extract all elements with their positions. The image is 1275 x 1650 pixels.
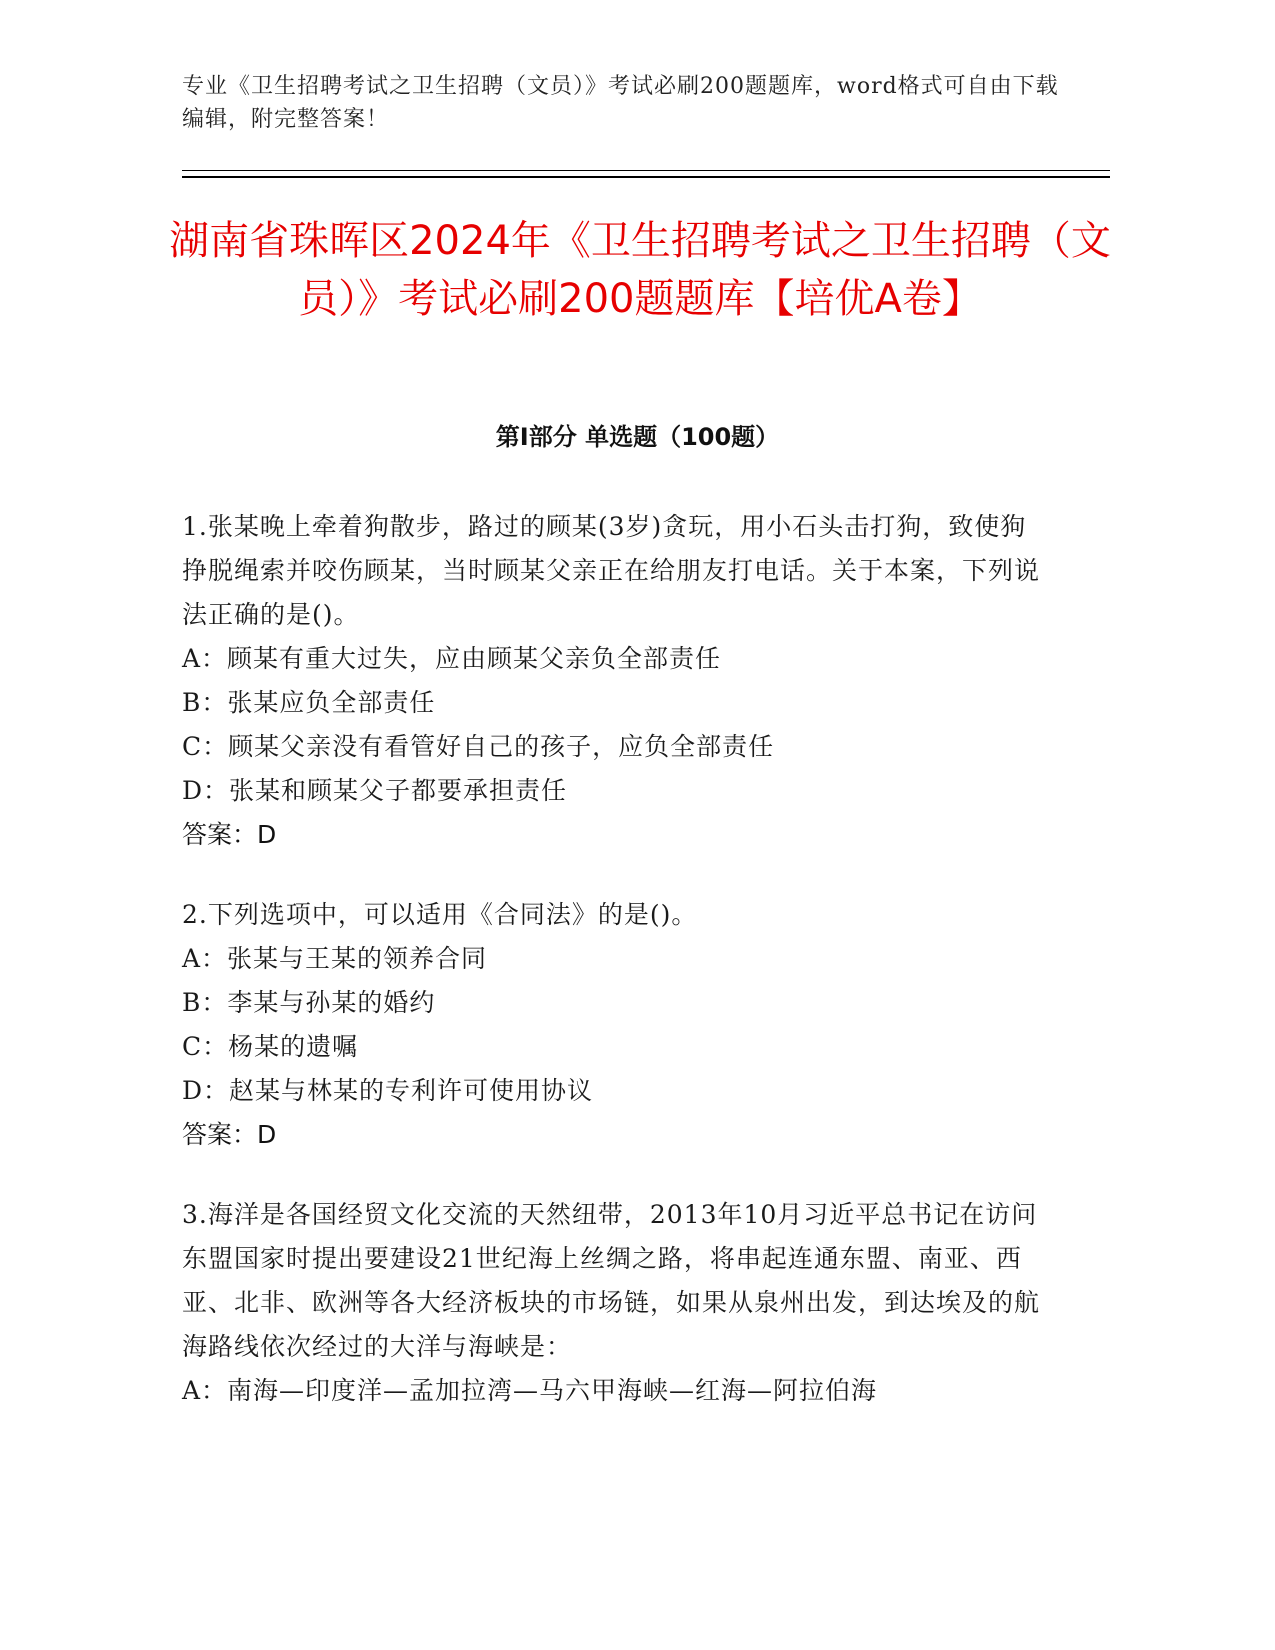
question-item	[182, 505, 1042, 857]
option-a: A：张某与王某的领养合同	[182, 944, 488, 973]
answer-line: 答案：D	[182, 820, 277, 849]
question-stem: 2.下列选项中，可以适用《合同法》的是()。	[182, 900, 698, 929]
question-item	[182, 893, 1042, 1157]
question-stem: 3.海洋是各国经贸文化交流的天然纽带，2013年10月习近平总书记在访问东盟国家时提出要建设21世纪海上丝绸之路，将串起连通东盟、南亚、西亚、北非、欧洲等各大经济板块的市场链，如果从泉州出发，到达埃及的航海路线依次经过的大洋与海峡是：	[182, 1200, 1041, 1361]
header-note: 专业《卫生招聘考试之卫生招聘（文员）》考试必刷200题题库，word格式可自由下载编辑，附完整答案！	[182, 74, 1059, 132]
question-list	[182, 505, 1042, 1449]
option-c: C：杨某的遗嘱	[182, 1032, 359, 1061]
option-d: D：张某和顾某父子都要承担责任	[182, 776, 568, 805]
option-a: A：顾某有重大过失，应由顾某父亲负全部责任	[182, 644, 722, 673]
option-b: B：张某应负全部责任	[182, 688, 436, 717]
header-rule-thick	[182, 176, 1110, 178]
question-stem: 1.张某晚上牵着狗散步，路过的顾某(3岁)贪玩，用小石头击打狗，致使狗挣脱绳索并咬伤顾某，当时顾某父亲正在给朋友打电话。关于本案，下列说法正确的是()。	[182, 512, 1041, 629]
option-d: D：赵某与林某的专利许可使用协议	[182, 1076, 594, 1105]
document-title: 湖南省珠晖区2024年《卫生招聘考试之卫生招聘（文员）》考试必刷200题题库【培优A卷】	[169, 218, 1111, 322]
section-heading: 第Ⅰ部分 单选题（100题）	[495, 423, 780, 451]
option-a: A：南海—印度洋—孟加拉湾—马六甲海峡—红海—阿拉伯海	[182, 1376, 878, 1405]
header-rule-thin	[182, 170, 1110, 171]
answer-line: 答案：D	[182, 1120, 277, 1149]
question-item	[182, 1193, 1042, 1413]
option-b: B：李某与孙某的婚约	[182, 988, 436, 1017]
option-c: C：顾某父亲没有看管好自己的孩子，应负全部责任	[182, 732, 775, 761]
